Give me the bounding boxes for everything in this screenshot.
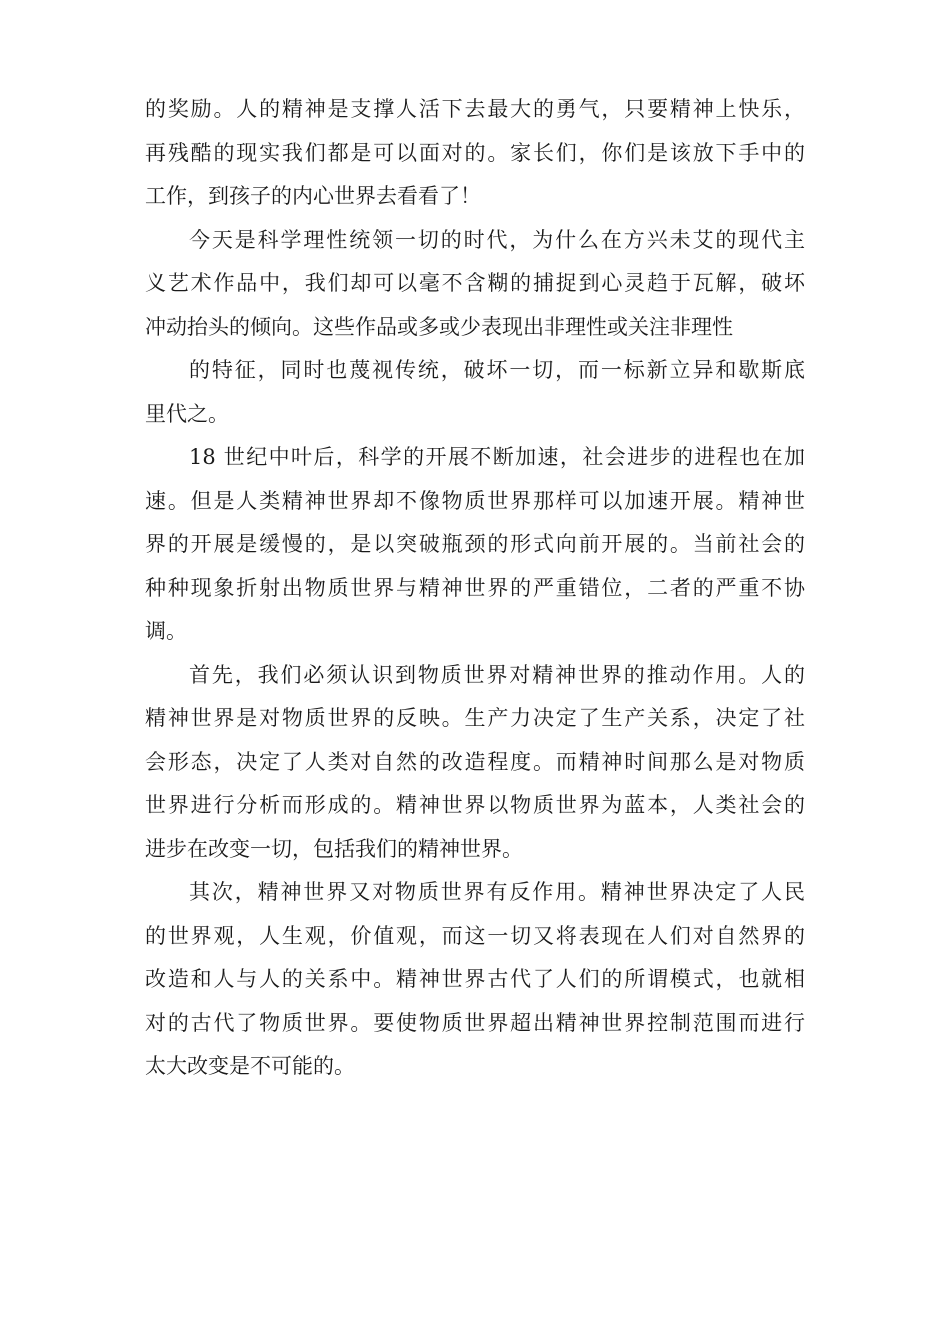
document-body bbox=[145, 88, 805, 1089]
text-line: 种种现象折射出物质世界与精神世界的严重错位，二者的严重不协 bbox=[145, 575, 805, 600]
text-line: 18 世纪中叶后，科学的开展不断加速，社会进步的进程也在加 bbox=[189, 445, 805, 469]
text-line: 太大改变是不可能的。 bbox=[145, 1054, 355, 1078]
text-line: 冲动抬头的倾向。这些作品或多或少表现出非理性或关注非理性 bbox=[145, 314, 733, 339]
text-line: 义艺术作品中，我们却可以毫不含糊的捕捉到心灵趋于瓦解，破坏 bbox=[145, 271, 805, 295]
text-line: 今天是科学理性统领一切的时代，为什么在方兴未艾的现代主 bbox=[189, 227, 805, 252]
text-line: 工作，到孩子的内心世界去看看了！ bbox=[145, 184, 481, 208]
text-line: 里代之。 bbox=[145, 401, 229, 426]
text-line: 对的古代了物质世界。要使物质世界超出精神世界控制范围而进行 bbox=[145, 1010, 805, 1035]
text-line: 精神世界是对物质世界的反映。生产力决定了生产关系，决定了社 bbox=[145, 706, 805, 730]
text-line: 再残酷的现实我们都是可以面对的。家长们，你们是该放下手中的 bbox=[145, 140, 805, 165]
text-line: 其次，精神世界又对物质世界有反作用。精神世界决定了人民 bbox=[189, 880, 805, 904]
text-line: 世界进行分析而形成的。精神世界以物质世界为蓝本，人类社会的 bbox=[145, 793, 805, 817]
text-line: 首先，我们必须认识到物质世界对精神世界的推动作用。人的 bbox=[189, 662, 805, 687]
text-line: 调。 bbox=[145, 619, 187, 643]
text-line: 改造和人与人的关系中。精神世界古代了人们的所谓模式，也就相 bbox=[145, 967, 805, 991]
text-line: 的特征，同时也蔑视传统，破坏一切，而一标新立异和歇斯底 bbox=[189, 358, 805, 382]
text-line: 进步在改变一切，包括我们的精神世界。 bbox=[145, 836, 523, 861]
text-line: 的奖励。人的精神是支撑人活下去最大的勇气，只要精神上快乐， bbox=[145, 97, 805, 121]
text-line: 界的开展是缓慢的，是以突破瓶颈的形式向前开展的。当前社会的 bbox=[145, 532, 805, 556]
text-line: 会形态，决定了人类对自然的改造程度。而精神时间那么是对物质 bbox=[145, 749, 805, 774]
text-line: 的世界观，人生观，价值观，而这一切又将表现在人们对自然界的 bbox=[145, 923, 805, 948]
text-line: 速。但是人类精神世界却不像物质世界那样可以加速开展。精神世 bbox=[145, 488, 805, 513]
